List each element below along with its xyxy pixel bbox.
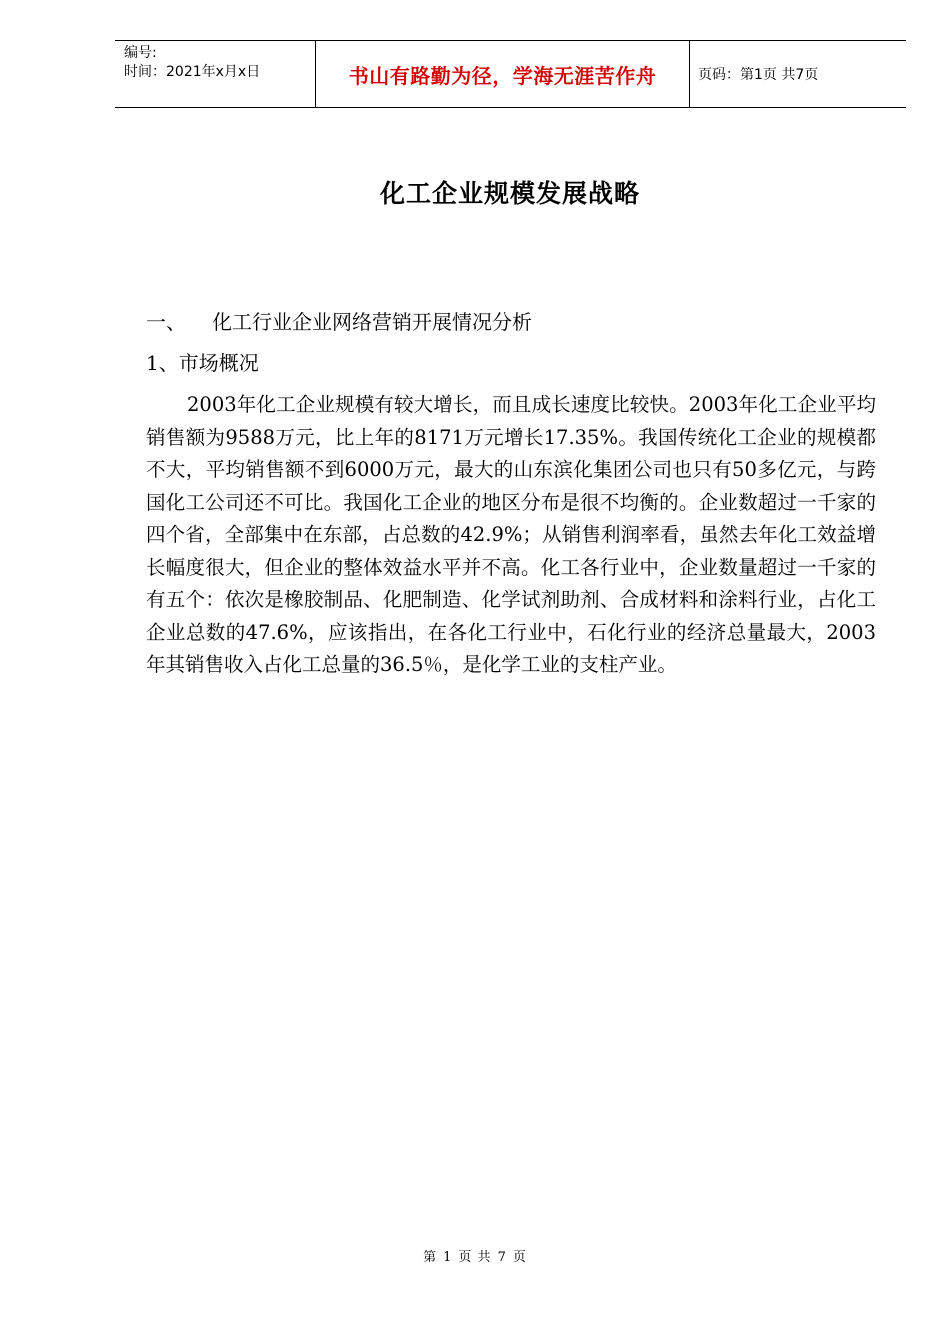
section-title: 化工行业企业网络营销开展情况分析 [212,310,532,334]
footer-suffix: 页 [512,1250,527,1265]
header-motto: 书山有路勤为径，学海无涯苦作舟 [316,41,690,107]
document-title: 化工企业规模发展战略 [379,179,640,208]
footer-mid: 页 共 [458,1250,492,1265]
page-footer [0,1246,950,1265]
date-label: 时间：2021年x月x日 [124,64,261,80]
footer-prefix: 第 [423,1250,438,1265]
body-paragraph: 2003年化工企业规模有较大增长，而且成长速度比较快。2003年化工企业平均销售额为9588万元，比上年的8171万元增长17.35%。我国传统化工企业的规模都不大，平均销售额不到6000万元，最大的山东滨化集团公司也只有50多亿元，与跨国化工公司还不可比。我国化工企业的地区分布是很不均衡的。企业数超过一千家的四个省，全部集中在东部，占总数的42.9%；从销售利润率看，虽然去年化工效益增长幅度很大，但企业的整体效益水平并不高。化工各行业中，企业数量超过一千家的有五个：依次是橡胶制品、化肥制造、化学试剂助剂、合成材料和涂料行业，占化工企业总数的47.6%，应该指出，在各化工行业中，石化行业的经济总量最大，2003年其销售收入占化工总量的36.5％，是化学工业的支柱产业。 [146,393,876,676]
header-meta-cell [115,41,316,107]
subsection-heading: 1、市场概况 [146,351,259,375]
footer-total-pages: 7 [497,1250,507,1265]
section-number: 一、 [146,310,186,334]
header-page-info: 页码：第1页 共7页 [698,67,819,83]
number-label: 编号: [124,45,157,61]
footer-current-page: 1 [443,1250,453,1265]
page-header [115,40,906,108]
section-heading [146,308,532,336]
